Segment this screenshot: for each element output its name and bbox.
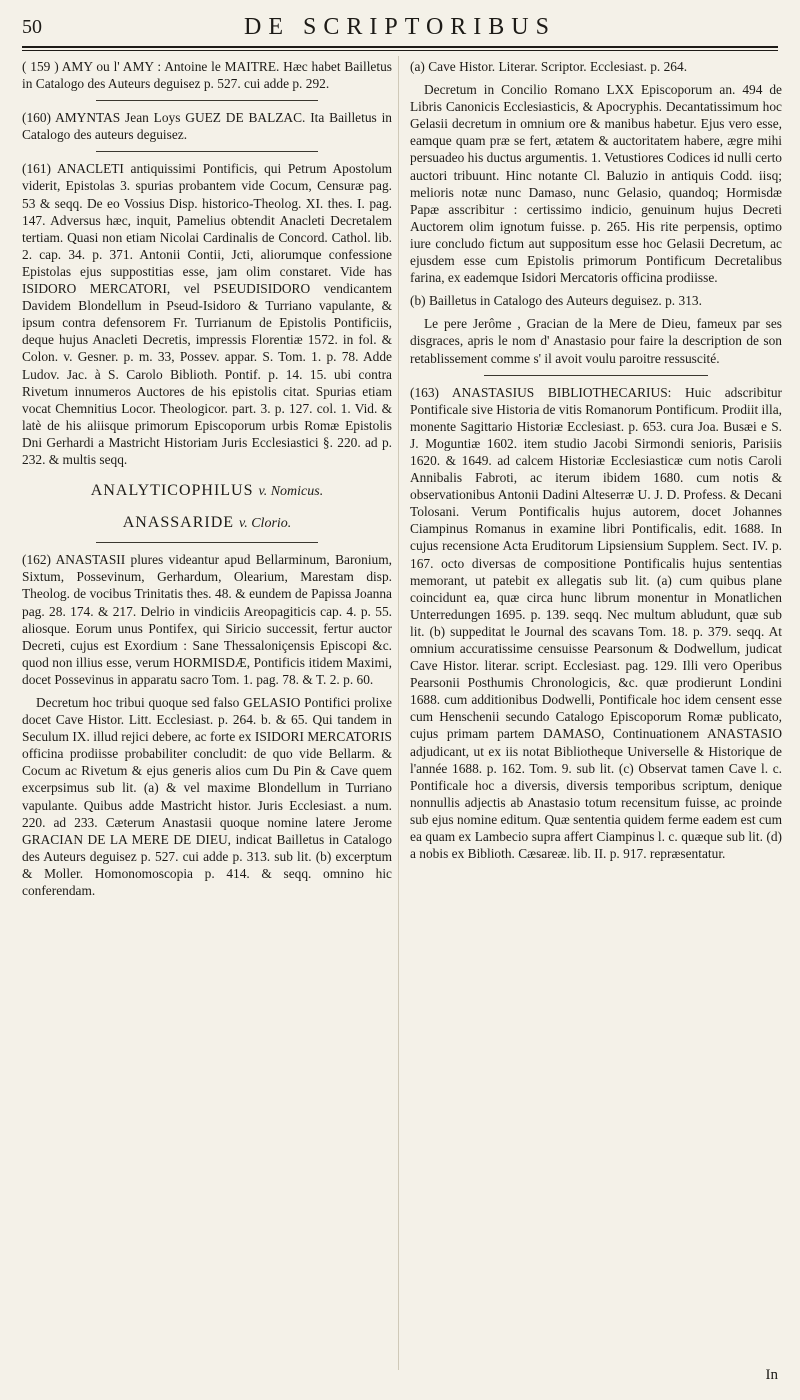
running-head: DE SCRIPTORIBUS xyxy=(244,14,556,40)
header-rule xyxy=(22,46,778,48)
entry-text: (b) Bailletus in Catalogo des Auteurs deguisez. p. 313. xyxy=(410,293,702,309)
entry-block xyxy=(22,160,392,468)
entry-text: (a) Cave Histor. Literar. Scriptor. Ecclesiast. p. 264. xyxy=(410,59,688,74)
header-rule-thin xyxy=(22,50,778,51)
entry-text: ( 159 ) AMY ou l' AMY : Antoine le MAITRE. Hæc habet Bailletus in Catalogo des Auteurs deguisez p. 527. cui adde p. 292. xyxy=(22,59,392,92)
entry-block xyxy=(22,109,392,143)
entry-separator xyxy=(96,100,318,101)
entry-text: Le pere Jerôme , Gracian de la Mere de Dieu, fameux par ses disgraces, apris le nom d' Anastasio pour faire la description de son retablissement comme s' il avoit voulu paroitre ressuscité. xyxy=(410,316,782,366)
page-number: 50 xyxy=(22,16,42,38)
entry-text: (162) ANASTASII plures videantur apud Bellarminum, Baronium, Sixtum, Possevinum, Gerhardum, Olearium, Marestam disp. Theolog. de vocibus Trinitatis thes. 48. & eundem de Papissa Joanna pag. 28. 174. & 217. Delrio in vindiciis Areopagiticis cap. 4. p. 55. aliosque. Eorum unus Pontifex, qui Siricio successit, fertur auctor Decreti, cujus est Exordium : Sane Thessaloniçensis Episcopi &c. quod non illius esse, verum HORMISDÆ, Pontificis itidem Maximi, docet Possevinus in apparatu sacro Tom. 1. pag. 78. & T. 2. p. 60. xyxy=(22,552,392,687)
entry-block xyxy=(410,81,782,286)
column-divider xyxy=(398,56,399,1370)
entry-separator xyxy=(96,542,318,543)
heading-reference: v. Nomicus. xyxy=(258,484,324,500)
heading-title: ANASSARIDE xyxy=(122,514,235,532)
entry-text: (163) ANASTASIUS BIBLIOTHECARIUS: Huic adscribitur Pontificale sive Historia de vitis Romanorum Pontificum. Prodiit illa, monente Sagittario Historiæ Ecclesiast. p. 653. cura Joa. Busæi e S. J. Moguntiæ 1602. item studio Jacobi Sirmondi senioris, Parisiis 1620. & 1649. ad calcem Historiæ Ecclesiasticæ cum notis Caroli Annibalis Fabroti, ac iterum ibidem 1680. cum notis & observationibus Antonii Dadini Alteserræ U. J. D. Profess. & Decani Tolosani. Verum Pontificalis hujus autorem, docet Johannes Ciampinus Romanus in examine libri Pontificalis, edit. 1688. In cujus recensione Acta Eruditorum Lipsiensium Supplem. Sect. IV. p. 167. octo diversas de compositione Pontificalis hujus sententias memorant, ut patebit ex allegatis sub lit. (a) cum quibus plane coincidunt ea, quæ circa hunc librum monentur in Monatlichen Unterredungen 1695. p. 139. seqq. Nec multum abludunt, quæ sub lit. (b) suppeditat le Journal des scavans Tom. 18. p. 379. seqq. At omnium accuratissime censuisse Pearsonum & Dodwellum, judicat Cave Histor. literar. script. Ecclesiast. pag. 129. Illi vero Operibus Pearsonii Posthumis Chronologicis, &c. quæ prodierunt Londini 1688. cum additionibus Dodwelli, Pontificale hoc idem censent esse cum Henschenii secundo Catalogo Episcoporum Romæ publicato, cujus primam partem DAMASO, Continuationem ANASTASIO adjudicant, ut ex iis notat Bibliotheque Universelle & Historique de l'année 1688. p. 162. Tom. 9. sub lit. (c) Observat tamen Cave l. c. Pontificale hoc a diversis, diversis temporibus scriptum, denique nonnullis adjectis ab Anastasio totum recensitum fuisse, ac proinde sub ejus nomine editum. Quæ sententia quidem ferme eadem est cum ea quam ex Lambecio supra affert Ciampinus l. c. quæque sub lit. (d) a nobis ex Biblioth. Cæsareæ. lib. II. p. 917. repræsentatur. xyxy=(410,384,782,862)
heading-title: ANALYTICOPHILUS xyxy=(90,482,254,500)
entry-text: (161) ANACLETI antiquissimi Pontificis, qui Petrum Apostolum viderit, Epistolas 3. spurias probantem vide Cocum, Censuræ pag. 53 & seqq. De eo Vossius Disp. historico-Theolog. XI. thes. I. pag. 147. Adversus hæc, inquit, Pamelius obtendit Anacleti Decretalem tertiam. Quasi non etiam Nicolai Cardinalis de Concord. Cathol. lib. 2. cap. 34. p. 371. Antonii Contii, Jcti, aliorumque confessione Epistolas ejus suppostitias esse, jam olim constaret. Vide has ISIDORO MERCATORI, vel PSEUDISIDORO vendicantem Davidem Blondellum in Pseud-Isidoro & Turriano vapulante, & ipsum contra defensorem Fr. Turrianum de Epistolis Pontificiis, deque hujus Anacleti Decretis, impressis Florentiæ 1572. in fol. & Colon. v. Gesner. p. m. 33, Possev. appar. S. Tom. 1. p. 78. Adde Ludov. Jac. à S. Carolo Biblioth. Pontif. p. 14. 15. ubi contra Rivetum innumeros Auctores de his epistolis citat. Spurias etiam vocat Chemnitius Locor. Theologicor. part. 3. p. 127. col. 1. Vid. & latè de his aliisque primorum Episcoporum urbis Romæ Epistolis Dni Gerhardi a Mastricht Historiam Juris Ecclesiastici §. 220. ad p. 232. & multis seqq. xyxy=(22,161,392,467)
entry-text: (160) AMYNTAS Jean Loys GUEZ DE BALZAC. Ita Bailletus in Catalogo des auteurs deguisez. xyxy=(22,110,392,143)
entry-block xyxy=(22,694,392,899)
entry-block xyxy=(410,384,782,863)
entry-separator xyxy=(96,151,318,152)
cross-reference-heading xyxy=(22,514,392,532)
cross-reference-heading xyxy=(22,482,392,500)
heading-reference: v. Clorio. xyxy=(239,516,292,532)
catchword: In xyxy=(765,1367,778,1383)
entry-block xyxy=(410,58,782,75)
entry-block xyxy=(410,315,782,366)
entry-text: Decretum in Concilio Romano LXX Episcoporum an. 494 de Libris Canonicis Ecclesiasticis, & Apocryphis. Decantatissimum hoc Gelasii decretum in omnium ore & manibus habetur. Ejus vero esse, eamque quam præ se fert, ætatem & auctoritatem habere, ægre mihi persuadeo his ductus argumentis. 1. Vetustiores Codices id nulli certo auctori tribuunt. Hinc notante Cl. Baluzio in antiquis Codd. iisq; melioris notæ nunc Damaso, nunc Gelasio, quandoq; Hormisdæ Papæ asscribitur : certissimo indicio, genuinum hujus Decreti Auctorem olim ignotum fuisse. p. 265. His rite perpensis, optimo iure concludo fictum aut suppositum esse hoc Gelasii Decretum, ac ejusdem esse cum Epistolis primorum Pontificum Decretalibus farina, ex eademque Isidori Mercatoris officina prodiisse. xyxy=(410,82,782,286)
entry-separator xyxy=(484,375,707,376)
entry-block xyxy=(22,551,392,688)
left-column xyxy=(22,58,392,905)
entry-block xyxy=(410,292,782,309)
page-header xyxy=(22,14,778,48)
entry-text: Decretum hoc tribui quoque sed falso GELASIO Pontifici prolixe docet Cave Histor. Litt. Ecclesiast. p. 264. b. & 65. Qui tandem in Seculum IX. illud rejici debere, ac forte ex ISIDORI MERCATORIS officina prodiisse probabiliter concludit: de quo vide Bellarm. & Cocum ac Rivetum & ejus generis alios cum Du Pin & Cave quem excerpsimus sub lit. (a) & vel maxime Blondellum in Turriano vapulante. Quibus adde Mastricht histor. Juris Ecclesiast. a num. 220. ad 233. Cæterum Anastasii quoque nomine latere Jerome GRACIAN DE LA MERE DE DIEU, indicat Bailletus in Catalogo des Auteurs deguisez p. 527. cui adde p. 313. sub lit. (b) excerptum & Moller. Homonomoscopia p. 414. & seqq. omnino hic conferendam. xyxy=(22,695,392,899)
entry-block xyxy=(22,58,392,92)
right-column xyxy=(410,58,782,868)
